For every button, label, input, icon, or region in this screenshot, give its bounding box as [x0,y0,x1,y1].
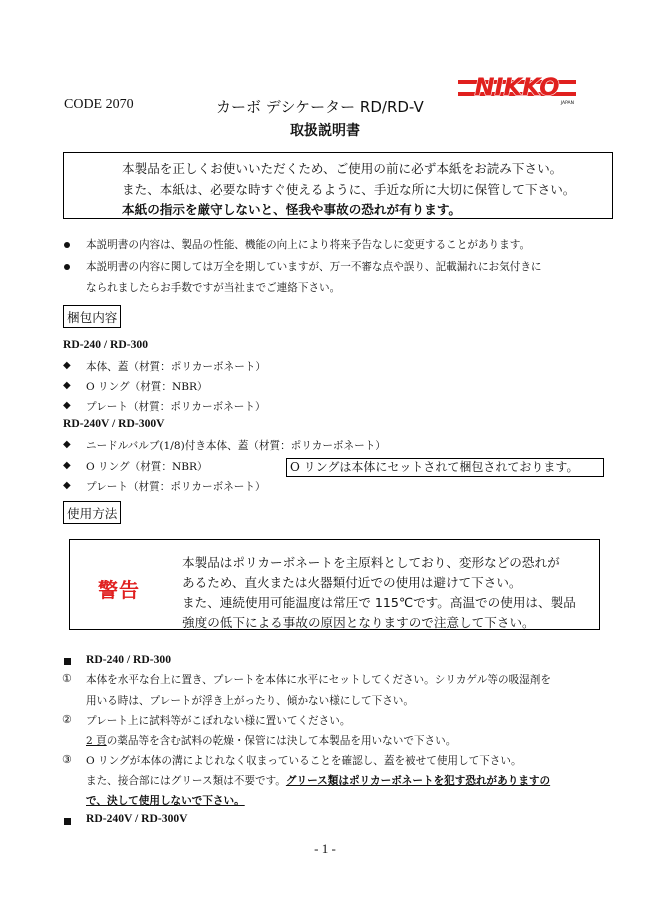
square-bullet-icon [64,818,71,825]
section-heading-package: 梱包内容 [63,305,121,328]
square-bullet-icon [64,658,71,665]
document-title: カーボ デシケーター RD/RD-V [216,98,424,116]
bullet-text-1: 本説明書の内容は、製品の性能、機能の向上により将来予告なしに変更することがあります。 [86,239,531,251]
warning-box [69,539,600,630]
document-subtitle: 取扱説明書 [290,123,360,139]
step-3-line-1: O リングが本体の溝によじれなく収まっていることを確認し、蓋を被せて使用して下さい。 [86,755,522,767]
diamond-bullet-icon: ◆ [63,380,71,391]
warning-line-2: あるため、直火または火器類付近での使用は避けて下さい。 [182,575,522,590]
diamond-bullet-icon: ◆ [63,460,71,471]
warning-line-4: 強度の低下による事故の原因となりますので注意して下さい。 [182,615,535,630]
step-number: ② [62,713,72,726]
step-1-line-2: 用いる時は、プレートが浮き上がったり、傾かない様にして下さい。 [86,695,414,707]
package-item: O リング（材質：NBR） [86,381,208,393]
diamond-bullet-icon: ◆ [63,439,71,450]
diamond-bullet-icon: ◆ [63,360,71,371]
package-item: ニードルバルブ(1/8)付き本体、蓋（材質：ポリカーボネート） [86,440,386,452]
step-1-line-1: 本体を水平な台上に置き、プレートを本体に水平にセットしてください。シリカゲル等の吸湿剤を [86,674,551,686]
package-item: プレート（材質：ポリカーボネート） [86,481,266,493]
section-heading-usage: 使用方法 [63,501,121,524]
model-label-2: RD-240V / RD-300V [63,417,165,430]
notice-line-3: 本紙の指示を厳守しないと、怪我や事故の恐れが有ります。 [122,202,462,217]
page-reference-link[interactable]: 2 頁 [86,735,107,747]
page-number: - 1 - [314,841,336,856]
step-3-line-3-emphasis: で、決して使用しないで下さい。 [86,795,245,807]
package-item: O リング（材質：NBR） [86,461,208,473]
step-3-line-2-plain: また、接合部にはグリース類は不要です。 [86,775,286,787]
notice-box [63,152,613,219]
model-label-1: RD-240 / RD-300 [63,338,149,351]
bullet-text-2b: なられましたらお手数ですが当社までご連絡下さい。 [86,282,341,294]
nikko-logo [456,70,579,106]
diamond-bullet-icon: ◆ [63,480,71,491]
logo-text: NIKKO [474,73,560,101]
notice-line-1: 本製品を正しくお使いいただくため、ご使用の前に必ず本紙をお読み下さい。 [122,161,563,176]
bullet-text-2a: 本説明書の内容に関しては万全を期していますが、万一不審な点や誤り、記載漏れにお気付きに [86,261,542,273]
bullet-icon [64,264,70,270]
step-number: ③ [62,753,72,766]
diamond-bullet-icon: ◆ [63,400,71,411]
logo-sub: JAPAN [560,101,574,106]
warning-line-1: 本製品はポリカーボネートを主原料としており、変形などの恐れが [182,555,560,570]
product-code: CODE 2070 [64,97,134,112]
step-number: ① [62,672,72,685]
step-2-line-2 [86,733,456,748]
notice-line-2: また、本紙は、必要な時すぐ使えるように、手近な所に大切に保管して下さい。 [122,182,576,197]
usage-model-1: RD-240 / RD-300 [86,653,172,666]
warning-line-3: また、連続使用可能温度は常圧で 115℃です。高温での使用は、製品 [182,595,576,610]
package-item: 本体、蓋（材質：ポリカーボネート） [86,361,266,373]
step-2-line-2-text: の薬品等を含む試料の乾燥・保管には決して本製品を用いないで下さい。 [106,735,457,747]
step-3-line-2 [86,773,550,788]
usage-model-2: RD-240V / RD-300V [86,812,188,825]
step-2-line-1: プレート上に試料等がこぼれない様に置いてください。 [86,715,351,727]
bullet-icon [64,242,70,248]
o-ring-callout: O リングは本体にセットされて梱包されております。 [286,458,604,477]
package-item: プレート（材質：ポリカーボネート） [86,401,266,413]
warning-label: 警告 [98,578,140,602]
step-3-line-2-emphasis: グリース類はポリカーボネートを犯す恐れがありますの [285,775,551,787]
